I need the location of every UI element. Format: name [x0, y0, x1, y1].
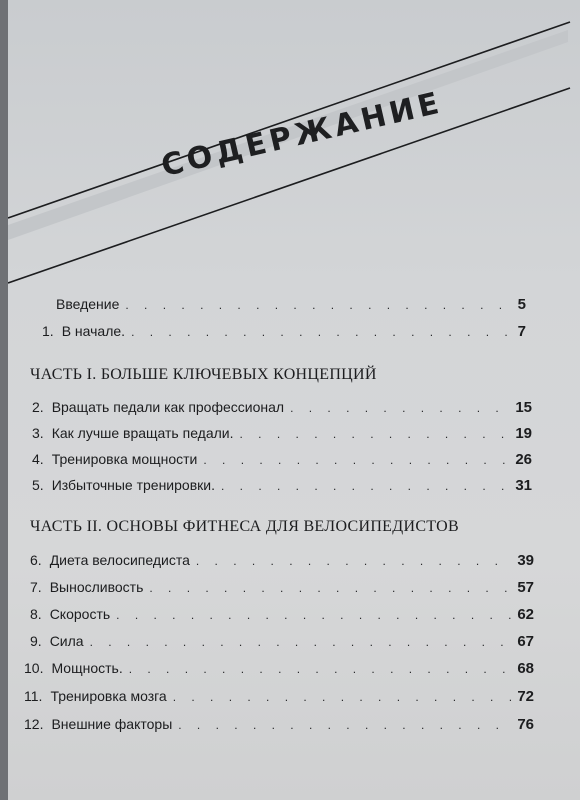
toc-entry-page: 72	[517, 688, 534, 705]
toc-leader-dots	[203, 453, 509, 467]
toc-entry-label: Вращать педали как профессионал	[51, 399, 285, 415]
toc-entry-page: 67	[517, 633, 534, 650]
toc-entry-label: Диета велосипедиста	[49, 552, 190, 568]
toc-entry-label: Избыточные тренировки.	[51, 477, 215, 493]
toc-entry-page: 19	[515, 425, 532, 442]
toc-entry-number: 11.	[24, 688, 43, 704]
toc-entry-intro	[56, 296, 526, 313]
toc-entry-page: 15	[515, 399, 532, 416]
toc-leader-dots	[125, 298, 511, 312]
toc-entry-label: Тренировка мозга	[50, 688, 167, 704]
toc-entry-page: 31	[515, 477, 532, 494]
toc-leader-dots	[116, 608, 511, 622]
toc-entry-8	[30, 606, 534, 623]
toc-entry-12	[24, 716, 534, 733]
toc-entry-label: Введение	[56, 296, 120, 312]
toc-entry-number: 5.	[32, 477, 44, 493]
toc-entry-number: 9.	[30, 633, 42, 649]
toc-entry-number: 1.	[42, 323, 54, 339]
banner-bottom-line	[8, 88, 570, 283]
toc-entry-page: 57	[517, 579, 534, 596]
toc-entry-label: В начале.	[61, 323, 126, 339]
toc-entry-label: Как лучше вращать педали.	[51, 425, 234, 441]
toc-entry-label: Тренировка мощности	[51, 451, 198, 467]
toc-entry-label: Внешние факторы	[51, 716, 173, 732]
page-title: СОДЕРЖАНИЕ	[158, 85, 446, 185]
toc-entry-number: 2.	[32, 399, 44, 415]
toc-leader-dots	[129, 662, 512, 676]
toc-leader-dots	[173, 690, 512, 704]
toc-entry-10	[24, 660, 534, 677]
part-heading-1: ЧАСТЬ I. БОЛЬШЕ КЛЮЧЕВЫХ КОНЦЕПЦИЙ	[30, 366, 377, 383]
toc-entry-5	[32, 477, 532, 494]
toc-entry-page: 62	[517, 606, 534, 623]
toc-entry-label: Скорость	[49, 606, 111, 622]
toc-entry-1	[42, 323, 526, 340]
toc-entry-page: 26	[515, 451, 532, 468]
toc-leader-dots	[90, 635, 512, 649]
toc-entry-number: 10.	[24, 660, 44, 676]
toc-entry-page: 5	[517, 296, 526, 313]
toc-leader-dots	[196, 554, 511, 568]
toc-entry-page: 7	[517, 323, 526, 340]
toc-entry-number: 8.	[30, 606, 42, 622]
toc-entry-number: 7.	[30, 579, 42, 595]
toc-entry-number: 6.	[30, 552, 42, 568]
toc-entry-11	[24, 688, 534, 705]
toc-entry-label: Сила	[49, 633, 84, 649]
toc-entry-2	[32, 399, 532, 416]
toc-entry-number: 12.	[24, 716, 44, 732]
toc-leader-dots	[221, 479, 509, 493]
toc-entry-6	[30, 552, 534, 569]
toc-entry-page: 39	[517, 552, 534, 569]
book-page	[8, 0, 580, 800]
toc-entry-page: 76	[517, 716, 534, 733]
toc-entry-page: 68	[517, 660, 534, 677]
toc-entry-number: 4.	[32, 451, 44, 467]
toc-entry-9	[30, 633, 534, 650]
toc-entry-number: 3.	[32, 425, 44, 441]
toc-entry-7	[30, 579, 534, 596]
toc-leader-dots	[178, 718, 511, 732]
toc-leader-dots	[240, 427, 510, 441]
toc-entry-label: Мощность.	[51, 660, 123, 676]
toc-entry-label: Выносливость	[49, 579, 144, 595]
toc-entry-4	[32, 451, 532, 468]
toc-entry-3	[32, 425, 532, 442]
toc-leader-dots	[290, 401, 509, 415]
part-heading-2: ЧАСТЬ II. ОСНОВЫ ФИТНЕСА ДЛЯ ВЕЛОСИПЕДИСТОВ	[30, 518, 459, 535]
toc-leader-dots	[131, 325, 512, 339]
toc-leader-dots	[149, 581, 511, 595]
